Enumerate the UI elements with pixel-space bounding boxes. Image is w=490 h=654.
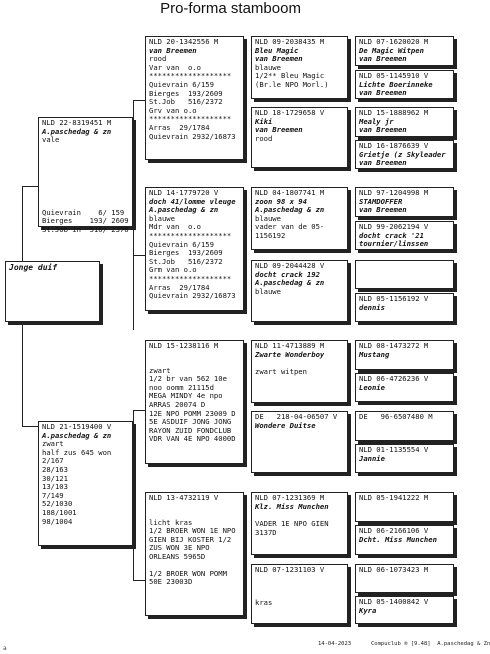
mother-ring: NLD 21-1519400 V xyxy=(42,422,112,431)
ggp-owner: van Breemen xyxy=(255,54,303,64)
gp-separator: ******************* xyxy=(149,273,232,283)
gen4-box[interactable] xyxy=(355,596,454,624)
ggp-color: rood xyxy=(255,133,273,143)
g4-ring: NLD 06-2166106 V xyxy=(359,526,429,535)
gp-result: Quievrain 6/159 xyxy=(149,79,214,89)
gp-line: MEGA MINDY 4e npo xyxy=(149,391,223,401)
granddam-paternal-box[interactable] xyxy=(145,187,244,311)
gp-result: Grv van o.o xyxy=(149,105,197,115)
gen4-box[interactable] xyxy=(355,36,454,66)
ggp-ring: NLD 11-4713889 M xyxy=(255,341,325,350)
gp-line: RAYON ZUID FONDCLUB xyxy=(149,425,232,435)
g4-ring: NLD 05-1400842 V xyxy=(359,597,429,606)
connector xyxy=(133,100,145,101)
connector xyxy=(22,186,23,271)
ggp-name: Wondere Duitse xyxy=(255,420,316,430)
ggp-box-fmm[interactable] xyxy=(251,260,348,322)
gp-separator: ******************* xyxy=(149,230,232,240)
g4-ring: NLD 05-1941222 M xyxy=(359,493,429,502)
ggp-ring: NLD 09-2038435 M xyxy=(255,37,325,46)
ggp-box-ffm[interactable] xyxy=(251,107,348,168)
g4-ring: NLD 16-1876639 V xyxy=(359,141,429,150)
g4-owner: van Breemen xyxy=(359,88,407,98)
g4-owner: van Breemen xyxy=(359,125,407,135)
g4-name: STAMDOFFER xyxy=(359,196,403,206)
gp-color: blauwe xyxy=(149,213,175,223)
g4-owner: van Breemen xyxy=(359,54,407,64)
ggp-ring: NLD 18-1729658 V xyxy=(255,108,325,117)
ggp-ring: DE 218-04-06507 V xyxy=(255,412,338,421)
mother-result: half zus 645 won xyxy=(42,447,112,457)
ggp-name: Kiki xyxy=(255,116,273,126)
connector xyxy=(133,410,145,411)
mother-result: 188/1001 xyxy=(42,507,77,517)
gp-line: ARRAS 20074 D xyxy=(149,399,206,409)
gp-separator: ******************* xyxy=(149,114,232,124)
gp-color: zwart xyxy=(149,365,171,375)
gp-line: 1/2 BROER WON POMM xyxy=(149,568,227,578)
mother-result: 98/1004 xyxy=(42,516,73,526)
mother-box[interactable] xyxy=(38,421,133,546)
g4-name: Dcht. Miss Munchen xyxy=(359,534,437,544)
gp-line: GIEN BIJ KOSTER 1/2 xyxy=(149,534,232,544)
ggp-line: vader van de 05- xyxy=(255,222,325,232)
gp-line: 12E NPO POMM 23009 D xyxy=(149,408,236,418)
gp-result: St.Job 516/2372 xyxy=(149,256,223,266)
ggp-color: zwart witpen xyxy=(255,367,307,377)
father-result: Quievrain 6/ 159 xyxy=(42,207,125,217)
g4-ring: NLD 99-2062194 V xyxy=(359,222,429,231)
subject-name: Jonge duif xyxy=(9,263,58,272)
gen4-box-empty[interactable] xyxy=(355,260,454,289)
mother-result: 2/167 xyxy=(42,456,64,466)
gp-ring: NLD 20-1342556 M xyxy=(149,37,219,46)
ggp-name: Zwarte Wonderboy xyxy=(255,349,325,359)
gp-ring: NLD 15-1238116 M xyxy=(149,341,219,350)
ggp-ring: NLD 09-2044428 V xyxy=(255,261,325,270)
gp-line: 1/2 br van 562 10e xyxy=(149,374,227,384)
mother-color: zwart xyxy=(42,439,64,449)
ggp-ring: NLD 07-1231369 M xyxy=(255,493,325,502)
connector xyxy=(133,410,134,580)
g4-ring: NLD 07-1620020 M xyxy=(359,37,429,46)
ggp-name: Klz. Miss Munchen xyxy=(255,501,329,511)
gp-owner: A.paschedag & zn xyxy=(149,205,219,215)
connector xyxy=(22,186,38,187)
ggp-name: zoon 98 x 94 xyxy=(255,196,307,206)
connector xyxy=(133,100,134,330)
ggp-box-fff[interactable] xyxy=(251,36,348,99)
ggp-owner: van Breemen xyxy=(255,125,303,135)
gen4-box[interactable] xyxy=(355,140,454,169)
gen4-box[interactable] xyxy=(355,107,454,137)
ggp-color: blauwe xyxy=(255,213,281,223)
g4-ring: NLD 97-1204998 M xyxy=(359,188,429,197)
g4-name: Lichte Boerinneke xyxy=(359,79,433,89)
gp-line: VDR VAN 4E NPO 4000D xyxy=(149,434,236,444)
g4-owner: van Breemen xyxy=(359,205,407,215)
gp-name: doch 41/lomme vleuge xyxy=(149,196,236,206)
gp-result: Bierges 193/2609 xyxy=(149,248,223,258)
ggp-box-mfm[interactable] xyxy=(251,411,348,473)
gp-line: 1/2 BROER WON 1E NPO xyxy=(149,526,236,536)
gp-name: van Breemen xyxy=(149,45,197,55)
connector xyxy=(22,320,23,426)
gen4-box[interactable] xyxy=(355,525,454,555)
ggp-name: Bleu Magic xyxy=(255,45,299,55)
gp-line: 5E ASDUIF JONG JONG xyxy=(149,417,232,427)
gp-line: ZUS WON 3E NPO xyxy=(149,543,210,553)
ggp-color: blauwe xyxy=(255,62,281,72)
connector xyxy=(22,426,38,427)
g4-owner: van Breemen xyxy=(359,158,407,168)
mother-owner: A.paschedag & zn xyxy=(42,430,112,440)
father-box[interactable] xyxy=(38,117,133,234)
gp-color: rood xyxy=(149,54,167,64)
g4-ring: NLD 01-1135554 V xyxy=(359,445,429,454)
ggp-owner: A.paschedag & zn xyxy=(255,205,325,215)
g4-name: dennis xyxy=(359,302,385,312)
corner-mark: a xyxy=(3,645,7,652)
g4-name: Jannie xyxy=(359,453,385,463)
gp-result: Grm van o.o xyxy=(149,265,197,275)
ggp-ring: NLD 07-1231103 V xyxy=(255,565,325,574)
connector xyxy=(133,580,145,581)
g4-name: Mustang xyxy=(359,349,390,359)
gen4-box[interactable] xyxy=(355,444,454,473)
mother-result: 28/163 xyxy=(42,464,68,474)
grandsire-maternal-box[interactable] xyxy=(145,340,244,464)
g4-name: Grietje (z Skyleader xyxy=(359,149,446,159)
ggp-line: (Br.le NPO Morl.) xyxy=(255,79,329,89)
gp-line: 50E 23003D xyxy=(149,577,193,587)
gp-line: Var van o.o xyxy=(149,62,201,72)
g4-name: Leonie xyxy=(359,382,385,392)
mother-result: 52/1030 xyxy=(42,499,73,509)
ggp-ring: NLD 04-1807741 M xyxy=(255,188,325,197)
gen4-box[interactable] xyxy=(355,187,454,217)
ggp-color: blauwe xyxy=(255,286,281,296)
subject-box[interactable] xyxy=(5,261,100,322)
page-title: Pro-forma stamboom xyxy=(160,0,301,17)
gen4-box[interactable] xyxy=(355,411,454,441)
father-owner: A.paschedag & zn xyxy=(42,126,112,136)
father-ring: NLD 22-8319451 M xyxy=(42,118,112,127)
g4-ring: NLD 05-1145910 V xyxy=(359,71,429,80)
g4-name: Mealy jr xyxy=(359,116,394,126)
gp-color: licht kras xyxy=(149,517,193,527)
granddam-maternal-box[interactable] xyxy=(145,492,244,616)
ggp-box-mmm[interactable] xyxy=(251,564,348,624)
gp-separator: ******************* xyxy=(149,71,232,81)
g4-ring: NLD 05-1156192 V xyxy=(359,294,429,303)
g4-owner: tournier/linssen xyxy=(359,239,429,249)
ggp-line: 1156192 xyxy=(255,230,286,240)
gp-result: Bierges 193/2609 xyxy=(149,88,223,98)
g4-ring: NLD 08-1473272 M xyxy=(359,341,429,350)
gp-result: Arras 29/1784 xyxy=(149,282,210,292)
gen4-box[interactable] xyxy=(355,564,454,593)
g4-ring: NLD 15-1888962 M xyxy=(359,108,429,117)
g4-ring: NLD 06-4726236 V xyxy=(359,374,429,383)
g4-name: De Magic Witpen xyxy=(359,45,424,55)
gp-ring: NLD 14-1779720 V xyxy=(149,188,219,197)
father-result: Bierges 193/ 2609 xyxy=(42,216,129,226)
father-result: St.Job in 516/ 2376 xyxy=(42,224,129,234)
ggp-color: kras xyxy=(255,597,273,607)
ggp-box-fmf[interactable] xyxy=(251,187,348,250)
gp-ring: NLD 13-4732119 V xyxy=(149,493,219,502)
gp-line: Mdr van o.o xyxy=(149,222,201,232)
gen4-box[interactable] xyxy=(355,340,454,370)
gen4-box[interactable] xyxy=(355,373,454,402)
mother-result: 7/149 xyxy=(42,490,64,500)
gp-line: noo oomm 21115d xyxy=(149,382,214,392)
g4-ring: NLD 06-1073423 M xyxy=(359,565,429,574)
g4-name: Kyra xyxy=(359,605,377,615)
ggp-line: 3137D xyxy=(255,527,277,537)
gen4-box[interactable] xyxy=(355,221,454,250)
g4-ring: DE 96-6507480 M xyxy=(359,412,433,421)
g4-name: docht crack '21 xyxy=(359,230,424,240)
ggp-owner: A.paschedag & zn xyxy=(255,278,325,288)
ggp-line: 1/2** Bleu Magic xyxy=(255,71,325,81)
gp-result: Arras 29/1784 xyxy=(149,122,210,132)
father-color: vale xyxy=(42,135,60,145)
gen4-box[interactable] xyxy=(355,492,454,522)
mother-result: 13/103 xyxy=(42,482,68,492)
mother-result: 30/121 xyxy=(42,473,68,483)
ggp-box-mff[interactable] xyxy=(251,340,348,403)
gp-result: Quievrain 2932/16873 xyxy=(149,131,236,141)
connector xyxy=(133,255,145,256)
gp-result: Quievrain 2932/16873 xyxy=(149,291,236,301)
gp-result: St.Job 516/2372 xyxy=(149,97,223,107)
gp-result: Quievrain 6/159 xyxy=(149,239,214,249)
gen4-box[interactable] xyxy=(355,70,454,99)
ggp-name: docht crack 192 xyxy=(255,269,320,279)
gp-line: ORLEANS 5965D xyxy=(149,551,206,561)
footer-text: 14-04-2023 Compuclub ® [9.48] A.paschedag & Zn xyxy=(318,641,490,647)
grandsire-paternal-box[interactable] xyxy=(145,36,244,160)
gen4-box[interactable] xyxy=(355,293,454,322)
ggp-line: VADER 1E NPO GIEN xyxy=(255,519,329,529)
ggp-box-mmf[interactable] xyxy=(251,492,348,555)
